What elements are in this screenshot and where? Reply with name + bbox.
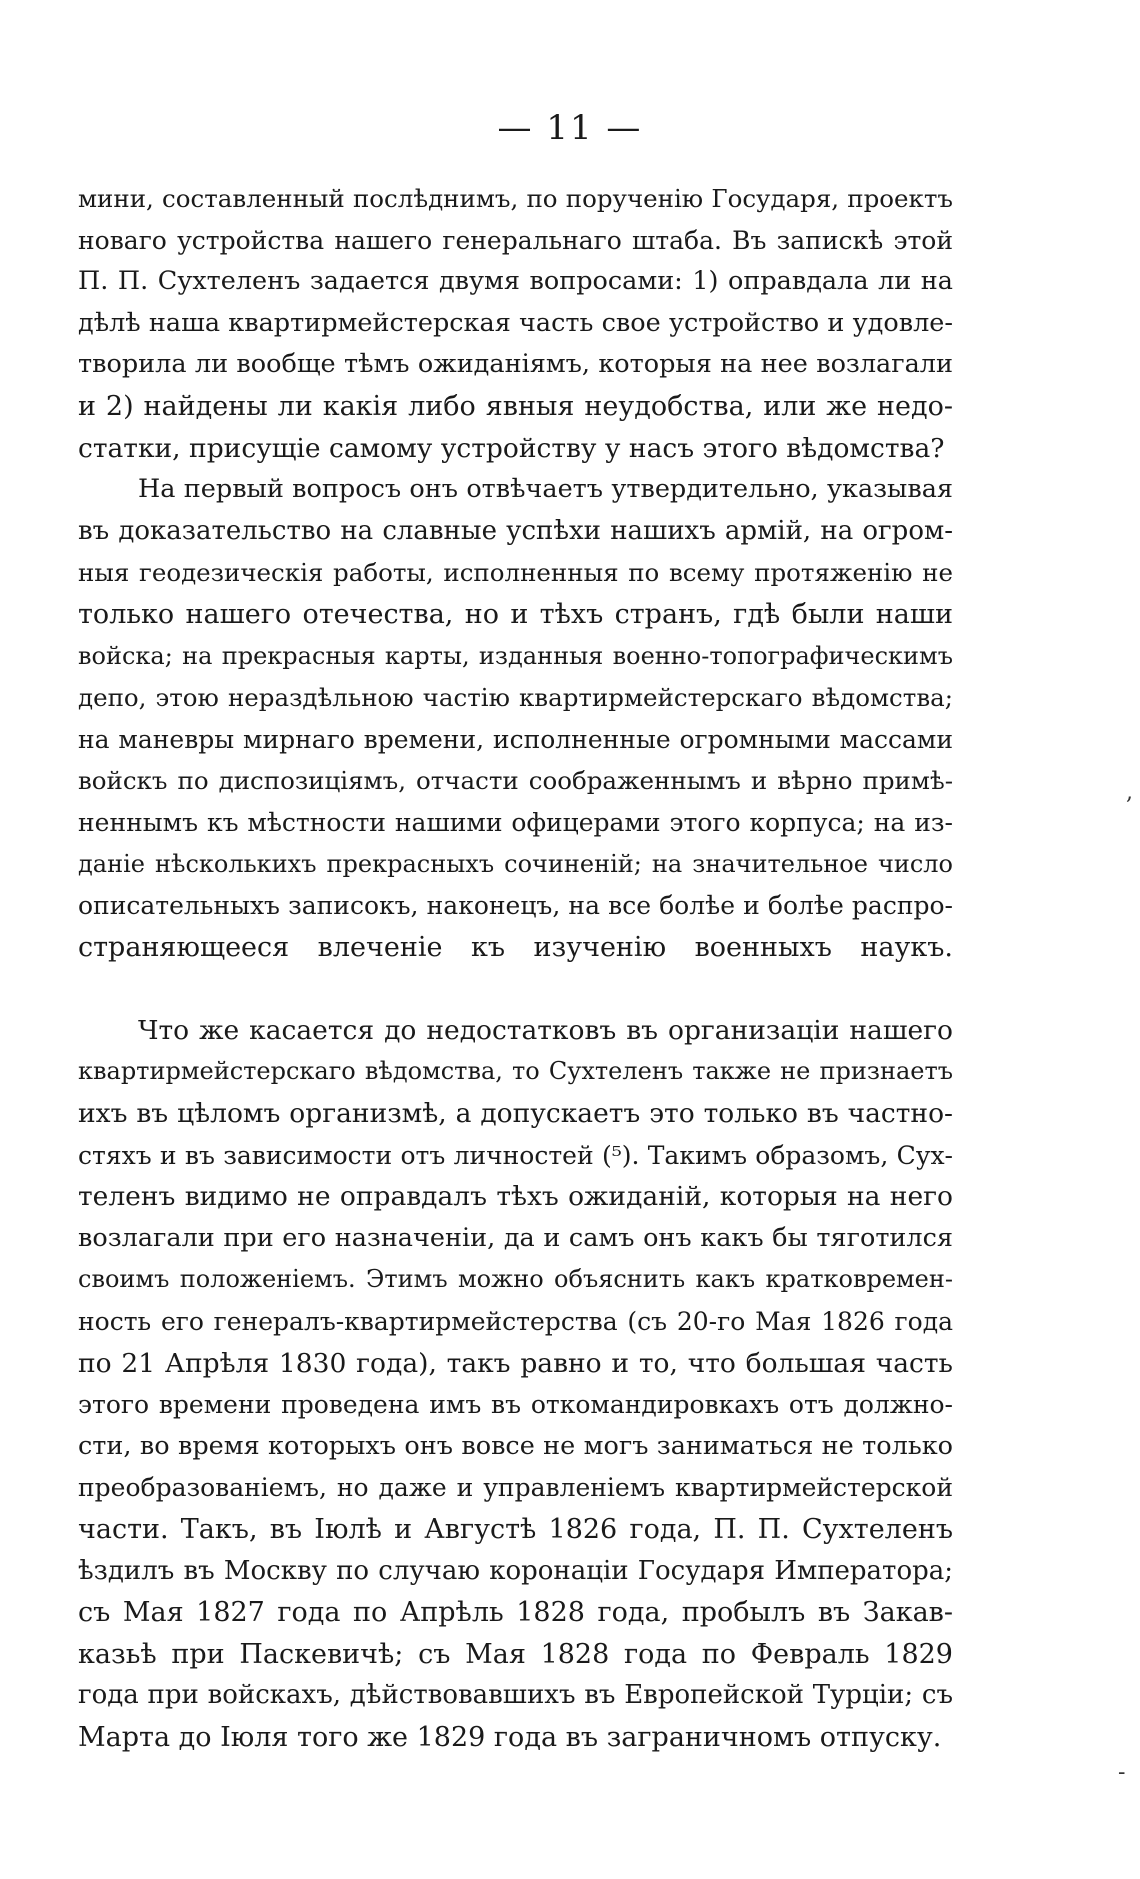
text-line: Марта до Іюля того же 1829 года въ заграничномъ отпуску.: [78, 1721, 942, 1753]
text-line: ихъ въ цѣломъ организмѣ, а допускаетъ это только въ частно-: [78, 1098, 953, 1130]
text-line: квартирмейстерскаго вѣдомства, то Сухтеленъ также не признаетъ: [78, 1057, 953, 1086]
text-line: На первый вопросъ онъ отвѣчаетъ утвердительно, указывая: [138, 474, 953, 505]
text-line: страняющееся влеченіе къ изученію военныхъ наукъ.: [78, 931, 953, 963]
margin-mark: ,: [1126, 780, 1133, 805]
text-line: П. П. Сухтеленъ задается двумя вопросами: 1) оправдала ли на: [78, 266, 953, 297]
text-line: творила ли вообще тѣмъ ожиданіямъ, которыя на нее возлагали: [78, 349, 953, 380]
paragraph-3: [78, 1010, 953, 1759]
text-line: части. Такъ, въ Іюлѣ и Августѣ 1826 года, П. П. Сухтеленъ: [78, 1514, 953, 1545]
text-line: ность его генералъ-квартирмейстерства (съ 20-го Мая 1826 года: [78, 1307, 953, 1337]
text-line: мини, составленный послѣднимъ, по порученію Государя, проектъ: [78, 184, 953, 213]
text-line: войска; на прекрасныя карты, изданныя военно-топографическимъ: [78, 641, 953, 670]
text-line: [78, 968, 953, 1010]
text-line: депо, этою нераздѣльною частію квартирмейстерскаго вѣдомства;: [78, 683, 953, 713]
text-line: казьѣ при Паскевичѣ; съ Мая 1828 года по Февраль 1829: [78, 1638, 953, 1670]
text-line: Что же касается до недостатковъ въ организаціи нашего: [138, 1014, 953, 1046]
text-line: дѣлѣ наша квартирмейстерская часть свое устройство и удовле-: [78, 307, 953, 338]
text-line: ныя геодезическія работы, исполненныя по всему протяженію не: [78, 558, 953, 588]
page-number: — 11 —: [497, 108, 643, 148]
text-line: этого времени проведена имъ въ откомандировкахъ отъ должно-: [78, 1390, 953, 1420]
text-line: только нашего отечества, но и тѣхъ странъ, гдѣ были наши: [78, 598, 953, 630]
margin-mark: -: [1118, 1760, 1126, 1785]
text-line: статки, присущіе самому устройству у насъ этого вѣдомства?: [78, 432, 945, 464]
text-line: въ доказательство на славные успѣхи нашихъ армій, на огром-: [78, 515, 953, 546]
text-line: даніе нѣсколькихъ прекрасныхъ сочиненій; на значительное число: [78, 849, 953, 878]
paragraph-2: [78, 469, 953, 1010]
text-line: неннымъ къ мѣстности нашими офицерами этого корпуса; на из-: [78, 807, 953, 837]
text-line: стяхъ и въ зависимости отъ личностей (⁵). Такимъ образомъ, Сух-: [78, 1140, 953, 1170]
text-line: описательныхъ записокъ, наконецъ, на все болѣе и болѣе распро-: [78, 891, 953, 921]
text-line: сти, во время которыхъ онъ вовсе не могъ заниматься не только: [78, 1430, 953, 1461]
text-line: по 21 Апрѣля 1830 года), такъ равно и то, что большая часть: [78, 1347, 953, 1379]
text-line: возлагали при его назначеніи, да и самъ онъ какъ бы тяготился: [78, 1222, 953, 1253]
text-line: и 2) найдены ли какія либо явныя неудобства, или же недо-: [78, 390, 953, 422]
text-line: года при войскахъ, дѣйствовавшихъ въ Европейской Турціи; съ: [78, 1680, 953, 1711]
body-text: [78, 178, 953, 1759]
text-line: теленъ видимо не оправдалъ тѣхъ ожиданій, которыя на него: [78, 1181, 953, 1213]
text-line: войскъ по диспозиціямъ, отчасти соображеннымъ и вѣрно примѣ-: [78, 766, 953, 796]
paragraph-1: [78, 178, 953, 469]
text-line: новаго устройства нашего генеральнаго штаба. Въ запискѣ этой: [78, 225, 953, 255]
text-line: ѣздилъ въ Москву по случаю коронаціи Государя Императора;: [78, 1555, 953, 1586]
text-line: своимъ положеніемъ. Этимъ можно объяснить какъ кратковремен-: [78, 1265, 953, 1294]
text-line: съ Мая 1827 года по Апрѣль 1828 года, пробылъ въ Закав-: [78, 1597, 953, 1629]
text-line: преобразованіемъ, но даже и управленіемъ квартирмейстерской: [78, 1473, 953, 1503]
text-line: на маневры мирнаго времени, исполненные огромными массами: [78, 724, 953, 754]
